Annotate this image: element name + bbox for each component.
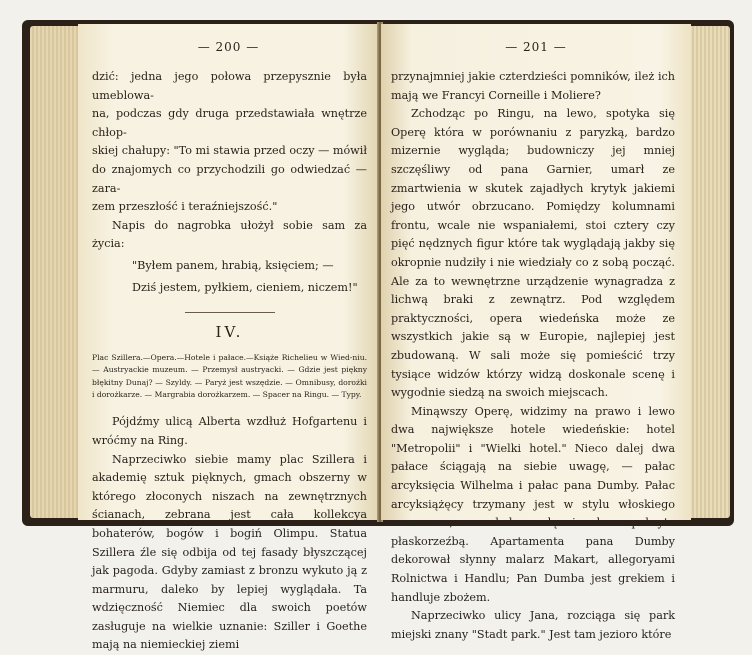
intro-line-1: dzić: jedna jego połowa przepysznie była umeblowa- xyxy=(92,70,367,102)
right-page-text xyxy=(391,68,675,644)
intro-line-3: skiej chałupy: "To mi stawia przed oczy — mówił xyxy=(92,144,367,158)
intro-line-2: na, podczas gdy druga przedstawiała wnętrze chłop- xyxy=(92,107,367,139)
right-paragraph-2: Zchodząc po Ringu, na lewo, spotyka się Operę która w porównaniu z paryzką, bardzo mizernie wygląda; budowniczy jej mniej szczęśliwy od pana Garnier, umarł ze zmartwienia w skutek zajadłych krytyk jakiemi jego utwór obrzucano. Pomiędzy kolumnami frontu, wcale nie wspaniałemi, stoi cztery czy pięć nędznych figur które tak wyglądają jakby się okropnie nudziły i nie wiedziały co z sobą począć. Ale za to wewnętrzne urządzenie wynagradza z lichwą braki z zewnątrz. Pod względem praktyczności, opera wiedeńska może ze wszystkich jakie są w Europie, najlepiej jest zbudowaną. W sali może się pomieścić trzy tysiące widzów którzy widzą doskonale scenę i wygodnie siedzą na swoich miejscach. xyxy=(391,107,675,400)
left-page xyxy=(78,24,379,652)
left-paragraph-2: Naprzeciwko siebie mamy plac Szillera i akademię sztuk pięknych, gmach obszerny w którego złoconych niszach na zewnętrznych ścianach, zebrana jest cała kollekcya bohaterów, bogów i bogiń Olimpu. Statua Szillera źle się odbija od tej fasady błyszczącej jak pagoda. Gdyby zamiast z bronzu wykuto ją z marmuru, daleko by lepiej wyglądała. Ta wdzięczność Niemiec dla swoich poetów zasługuje na wielkie uznanie: Sziller i Goethe mają na niemieckiej ziemi xyxy=(92,452,367,652)
right-paragraph-4: Naprzeciwko ulicy Jana, rozciąga się park miejski znany "Stadt park." Jest tam jezioro które xyxy=(391,609,675,641)
chapter-summary: Plac Szillera.—Opera.—Hotele i pałace.—Książe Richelieu w Wied-niu. — Austryackie muzeum. — Przemysł austryacki. — Gdzie jest piękny błękitny Dunaj? — Szyldy. — Paryż jest wszędzie. — Omnibusy, dorożki i dorożkarze. — Margrabia dorożkarzem. — Spacer na Ringu. — Typy. xyxy=(92,352,367,399)
epitaph-intro: Napis do nagrobka ułożył sobie sam za życia: xyxy=(92,218,367,251)
intro-line-4: do znajomych co przychodzili go odwiedzać — zara- xyxy=(92,162,367,195)
chapter-heading: IV. xyxy=(215,323,244,342)
left-page-text xyxy=(92,68,367,655)
right-page-number: — 201 — xyxy=(505,40,567,54)
left-page-number: — 200 — xyxy=(197,40,260,54)
section-divider xyxy=(185,312,275,313)
verse-line-1: "Byłem panem, hrabią, księciem; — xyxy=(132,258,334,272)
right-page xyxy=(381,24,691,641)
left-paragraph-1: Pójdźmy ulicą Alberta wzdłuż Hofgartenu i wróćmy na Ring. xyxy=(92,415,367,447)
left-page-edges xyxy=(30,26,82,518)
verse-line-2: Dziś jestem, pyłkiem, cieniem, niczem!" xyxy=(132,280,358,294)
right-paragraph-3: Minąwszy Operę, widzimy na prawo i lewo dwa największe hotele wiedeńskie: hotel "Metropolii" i "Wielki hotel." Nieco dalej dwa pałace ściągają na siebie uwagę, — pałac arcyksięcia Wilhelma i pałac pana Dumby. Pałac arcyksiążęcy trzymany jest w stylu włoskiego renesansu; na kolumnadę i okna pokryte płaskorzeźbą. Apartamenta pana Dumby dekorował słynny malarz Makart, allegoryami Rolnictwa i Handlu; Pan Dumba jest grekiem i handluje zbożem. xyxy=(391,404,675,604)
right-paragraph-1: przynajmniej jakie czterdzieści pomników, ileż ich mają we Francyi Corneille i Moliere? xyxy=(391,70,675,102)
intro-line-5: zem przeszłość i teraźniejszość." xyxy=(92,200,278,214)
right-page-edges xyxy=(690,26,730,518)
